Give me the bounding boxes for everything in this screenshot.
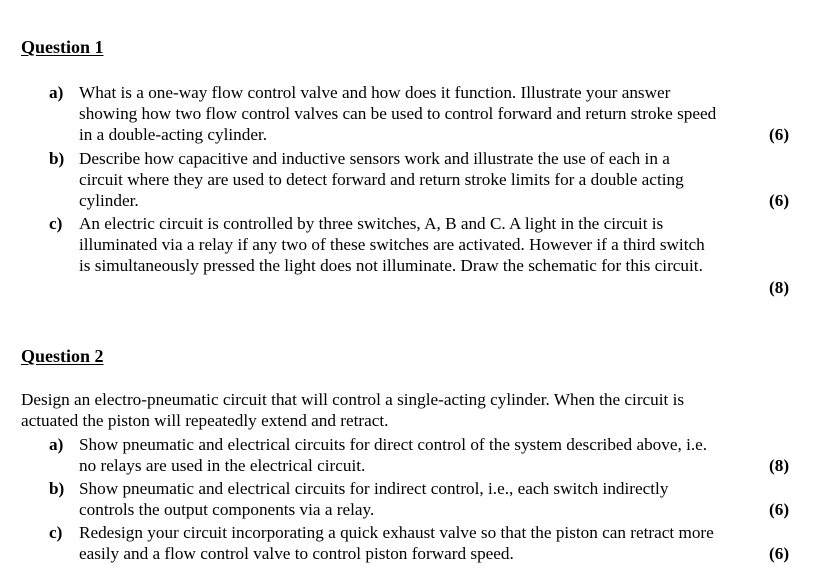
part-text	[79, 82, 791, 146]
text-line: Describe how capacitive and inductive sensors work and illustrate the use of each in a	[79, 149, 670, 168]
question-1-title: Question 1	[21, 37, 104, 57]
part-text	[79, 213, 791, 298]
text-line: is simultaneously pressed the light does not illuminate. Draw the schematic for this circuit.	[79, 256, 703, 276]
question-2-part-c	[21, 522, 791, 564]
text-line	[79, 543, 791, 564]
part-letter: a)	[49, 435, 64, 454]
marks-label: (6)	[769, 191, 790, 211]
part-text	[79, 478, 791, 520]
part-text	[79, 522, 791, 564]
marks-label: (6)	[769, 544, 790, 564]
marks-label: (6)	[769, 500, 790, 520]
part-letter: b)	[49, 479, 65, 498]
marks-label: (6)	[769, 125, 790, 145]
text-line: circuit where they are used to detect forward and return stroke limits for a double acting	[79, 170, 684, 190]
text-line-content: easily and a flow control valve to control piston forward speed.	[79, 544, 514, 564]
text-line: showing how two flow control valves can be used to control forward and return stroke speed	[79, 104, 717, 124]
question-1-part-a	[21, 82, 791, 146]
text-line: What is a one-way flow control valve and how does it function. Illustrate your answer	[79, 83, 671, 102]
part-letter: c)	[49, 523, 63, 542]
text-line: Redesign your circuit incorporating a quick exhaust valve so that the piston can retract more	[79, 523, 714, 542]
text-line: illuminated via a relay if any two of these switches are activated. However if a third switch	[79, 235, 705, 255]
question-2-part-a	[21, 434, 791, 476]
text-line: Show pneumatic and electrical circuits for direct control of the system described above, i.e.	[79, 435, 708, 454]
part-letter: a)	[49, 83, 64, 102]
text-line-content: cylinder.	[79, 191, 139, 211]
part-letter: c)	[49, 214, 63, 233]
text-line	[79, 499, 791, 520]
text-line	[79, 455, 791, 476]
text-line-content: controls the output components via a relay.	[79, 500, 375, 520]
marks-label: (8)	[769, 456, 790, 476]
text-line: Show pneumatic and electrical circuits for indirect control, i.e., each switch indirectly	[79, 479, 669, 498]
question-2-intro	[21, 389, 684, 431]
question-2-title: Question 2	[21, 346, 104, 366]
text-line	[79, 277, 791, 298]
part-text	[79, 434, 791, 476]
question-1-part-c	[21, 213, 791, 298]
question-1-part-b	[21, 148, 791, 212]
text-line: An electric circuit is controlled by three switches, A, B and C. A light in the circuit is	[79, 214, 664, 233]
part-text	[79, 148, 791, 212]
text-line	[79, 190, 791, 211]
text-line: actuated the piston will repeatedly extend and retract.	[21, 411, 389, 431]
text-line	[79, 124, 791, 145]
text-line-content: no relays are used in the electrical circuit.	[79, 456, 366, 476]
question-2-part-b	[21, 478, 791, 520]
text-line: Design an electro-pneumatic circuit that will control a single-acting cylinder. When the circuit is	[21, 390, 685, 409]
text-line-content: in a double-acting cylinder.	[79, 125, 268, 145]
marks-label: (8)	[769, 277, 790, 297]
part-letter: b)	[49, 149, 65, 168]
